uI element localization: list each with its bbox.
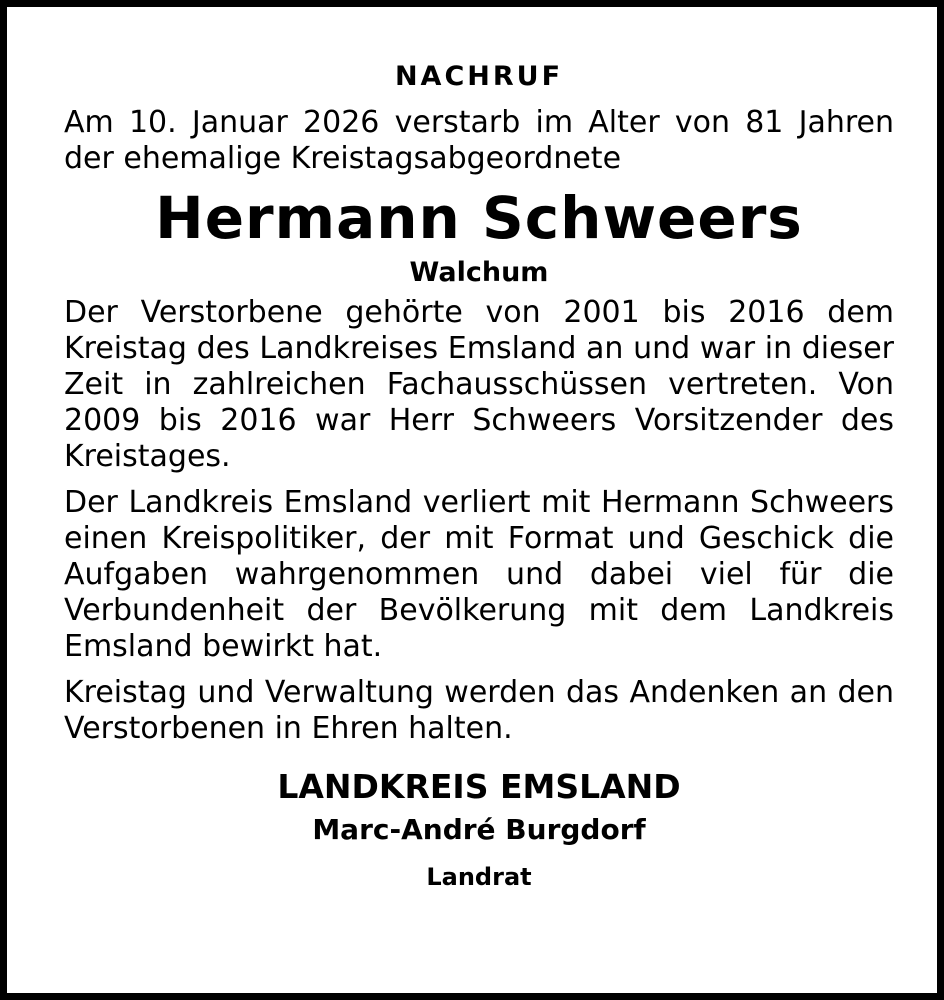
deceased-place: Walchum [409, 257, 549, 288]
signer-name: Marc-André Burgdorf [312, 813, 646, 846]
paragraph-tribute: Der Landkreis Emsland verliert mit Hermann Schweers einen Kreispolitiker, der mit Format und Geschick die Aufgaben wahrgenommen und dabei viel für die Verbundenheit der Bevölkerung mit dem Landkreis Emsland bewirkt hat. [64, 485, 894, 664]
deceased-name: Hermann Schweers [155, 184, 803, 252]
intro-text: Am 10. Januar 2026 verstarb im Alter von 81 Jahren der ehemalige Kreistagsabgeordnete [64, 105, 894, 176]
obituary-heading: NACHRUF [394, 61, 564, 92]
paragraph-remembrance: Kreistag und Verwaltung werden das Andenken an den Verstorbenen in Ehren halten. [64, 675, 894, 746]
signer-title: Landrat [426, 863, 532, 891]
paragraph-career: Der Verstorbene gehörte von 2001 bis 2016 dem Kreistag des Landkreises Emsland an und war in dieser Zeit in zahlreichen Fachausschüssen vertreten. Von 2009 bis 2016 war Herr Schweers Vorsitzender des Kreistages. [64, 295, 894, 474]
obituary-content [64, 57, 894, 897]
organization-name: LANDKREIS EMSLAND [277, 767, 681, 806]
